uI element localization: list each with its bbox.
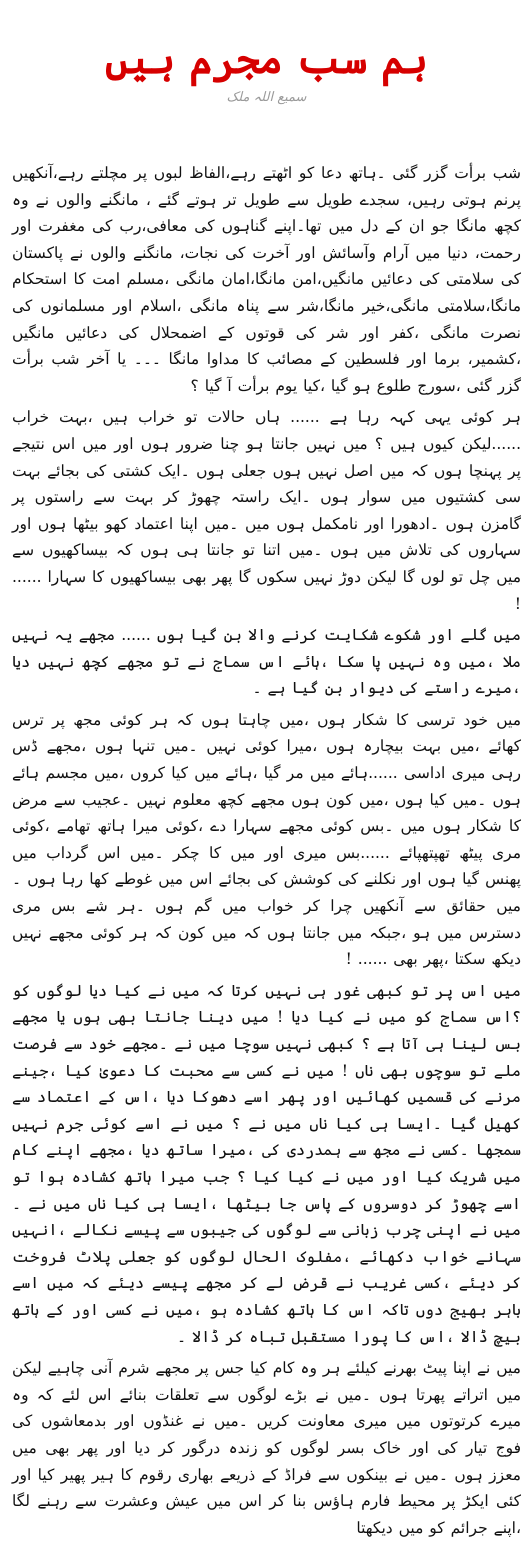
article-paragraph: میں خود ترسی کا شکار ہوں ،میں چاہتا ہوں کہ ہر کوئی مجھ پر ترس کھائے ،میں بہت بیچارہ ہوں ،میرا کوئی نہیں ۔میں تنہا ہوں ،مجھے ڈس رہی میری اداسی ......ہائے میں مر گیا ،ہائے میں کیا کروں ،میں مجسم ہائے ہوں ۔میں کیا ہوں ،میں کون ہوں مجھے کچھ معلوم نہیں ۔عجیب سے مرض کا شکار ہوں میں ۔بس کوئی مجھے سہارا دے ،کوئی میرا ہاتھ تھامے ،کوئی مری پیٹھ تھپتھپائے ......بس میری اور میں کا چکر ۔میں اس گرداب میں پھنس گیا ہوں اور نکلنے کی کوشش کی بجائے اس میں غوطے کھا رہا ہوں ۔میں حقائق سے آنکھیں چرا کر خواب میں گم ہوں ۔ہر شے بس مری دسترس میں ہو ،جبکہ میں جانتا ہوں کہ میں کون کہ ہر کوئی مجھے نہیں دیکھ سکتا ،پھر بھی ...... ! — [12, 710, 521, 969]
article-paragraph: میں گلے اور شکوے شکایت کرنے والا بن گیا ہوں ...... مجھے یہ نہیں ملا ،میں وہ نہیں پا سکا ،ہائے اس سماج نے تو مجھے کچھ نہیں دیا ،میرے راستے کی دیوار بن گیا ہے ۔ — [12, 626, 521, 698]
article-paragraph: ہر کوئی یہی کہہ رہا ہے ...... ہاں حالات تو خراب ہیں ،بہت خراب ......لیکن کیوں ہیں ؟ میں نہیں جانتا ہو چنا ضرور ہوں اور میں اس نتیجے پر پہنچا ہوں کہ میں اصل نہیں ہوں جعلی ہوں ۔ایک کشتی کی بجائے بہت سی کشتیوں میں سوار ہوں ۔ایک راستہ چھوڑ کر بہت سے راستوں پر گامزن ہوں ۔ادھورا اور نامکمل ہوں میں ۔میں اپنا اعتماد کھو بیٹھا ہوں اور سہاروں کی تلاش میں ہوں ۔میں اتنا تو جانتا ہی ہوں کہ بیساکھیوں سے میں چل تو لوں گا لیکن دوڑ نہیں سکوں گا پھر بھی بیساکھیوں کا سہارا ...... ! — [12, 408, 521, 613]
article-paragraph: میں اس پر تو کبھی غور ہی نہیں کرتا کہ میں نے کیا دیا لوگوں کو ؟اس سماج کو میں نے کیا دیا ! میں دینا جانتا بھی ہوں یا مجھے بس لینا ہی آتا ہے ؟ کبھی نہیں سوچا میں نے ۔مجھے خود سے فرصت ملے تو سوچوں بھی ناں ! میں نے کسی سے محبت کا دعویٰ کیا ،جینے مرنے کی قسمیں کھائیں اور پھر اسے دھوکا دیا ،اس کے اعتماد سے کھیل گیا ۔ایسا ہی کیا ناں میں نے ؟ میں نے اسے کوئی جرم نہیں سمجھا ۔کسی نے مجھ سے ہمدردی کی ،میرا ساتھ دیا ،مجھے اپنے کام میں شریک کیا اور میں نے کیا کیا ؟ جب میرا ہاتھ کشادہ ہوا تو اسے چھوڑ کر دوسروں کے پاس جا بیٹھا ،ایسا ہی کیا ناں میں نے ۔میں نے اپنی چرب زبانی سے لوگوں کی جیبوں سے پیسے نکالے ،انہیں سہانے خواب دکھائے ،مفلوک الحال لوگوں کو جعلی پلاٹ فروخت کر دیئے ،کسی غریب نے قرض لے کر مجھے پیسے دیئے کہ میں اسے باہر بھیج دوں تاکہ اس کا ہاتھ کشادہ ہو ،میں نے کسی اور کے ہاتھ بیچ ڈالا ،اس کا پورا مستقبل تباہ کر ڈالا ۔ — [12, 981, 521, 1346]
article-body — [12, 160, 521, 1541]
article-paragraph: میں نے اپنا پیٹ بھرنے کیلئے ہر وہ کام کیا جس پر مجھے شرم آنی چاہیے لیکن میں اتراتے پھرتا ہوں ۔میں نے بڑے لوگوں سے تعلقات بنائے اس لئے کہ وہ میرے کرتوتوں میں میری معاونت کریں ۔میں نے غنڈوں اور بدمعاشوں کی فوج تیار کی اور خاک بسر لوگوں کو زندہ درگور کر دیا اور پھر بھی میں معزز ہوں ۔میں نے بینکوں سے فراڈ کے ذریعے بھاری رقوم کا ہیر پھیر کیا اور کئی ایکڑ پر محیط فارم ہاؤس بنا کر اس میں عیش وعشرت سے رہنے لگا ،اپنے جرائم کو میں دیکھتا — [12, 1359, 521, 1537]
article-paragraph: شب برأت گزر گئی ۔ہاتھ دعا کو اٹھتے رہے،الفاظ لبوں پر مچلتے رہے،آنکھیں پرنم ہوتی رہیں، سجدے طویل سے طویل تر ہوتے گئے ، مانگنے والوں نے وہ کچھ مانگا جو ان کے دل میں تھا۔اپنے گناہوں کی معافی،رب کی مغفرت اور رحمت، دنیا میں آرام وآسائش اور آخرت کی نجات، مانگنے والوں نے پاکستان کی سلامتی کی دعائیں مانگیں،امن مانگا،امان مانگی ،مسلم امت کا استحکام مانگا،سلامتی مانگی،خیر مانگا،شر سے پناہ مانگی ،اسلام اور مسلمانوں کی نصرت مانگی ،کفر اور شر کی قوتوں کے اضمحلال کی دعائیں مانگیں ،کشمیر، برما اور فلسطین کے مصائب کا مداوا مانگا ۔۔۔ یا آخر شب برأت گزر گئی ،سورج طلوع ہو گیا ،کیا یوم برأت آ گیا ؟ — [12, 164, 521, 395]
article-page — [0, 34, 529, 1537]
author-byline: سمیع اللہ ملک — [226, 90, 307, 105]
article-title: ہم سب مجرم ہیں — [104, 36, 429, 83]
